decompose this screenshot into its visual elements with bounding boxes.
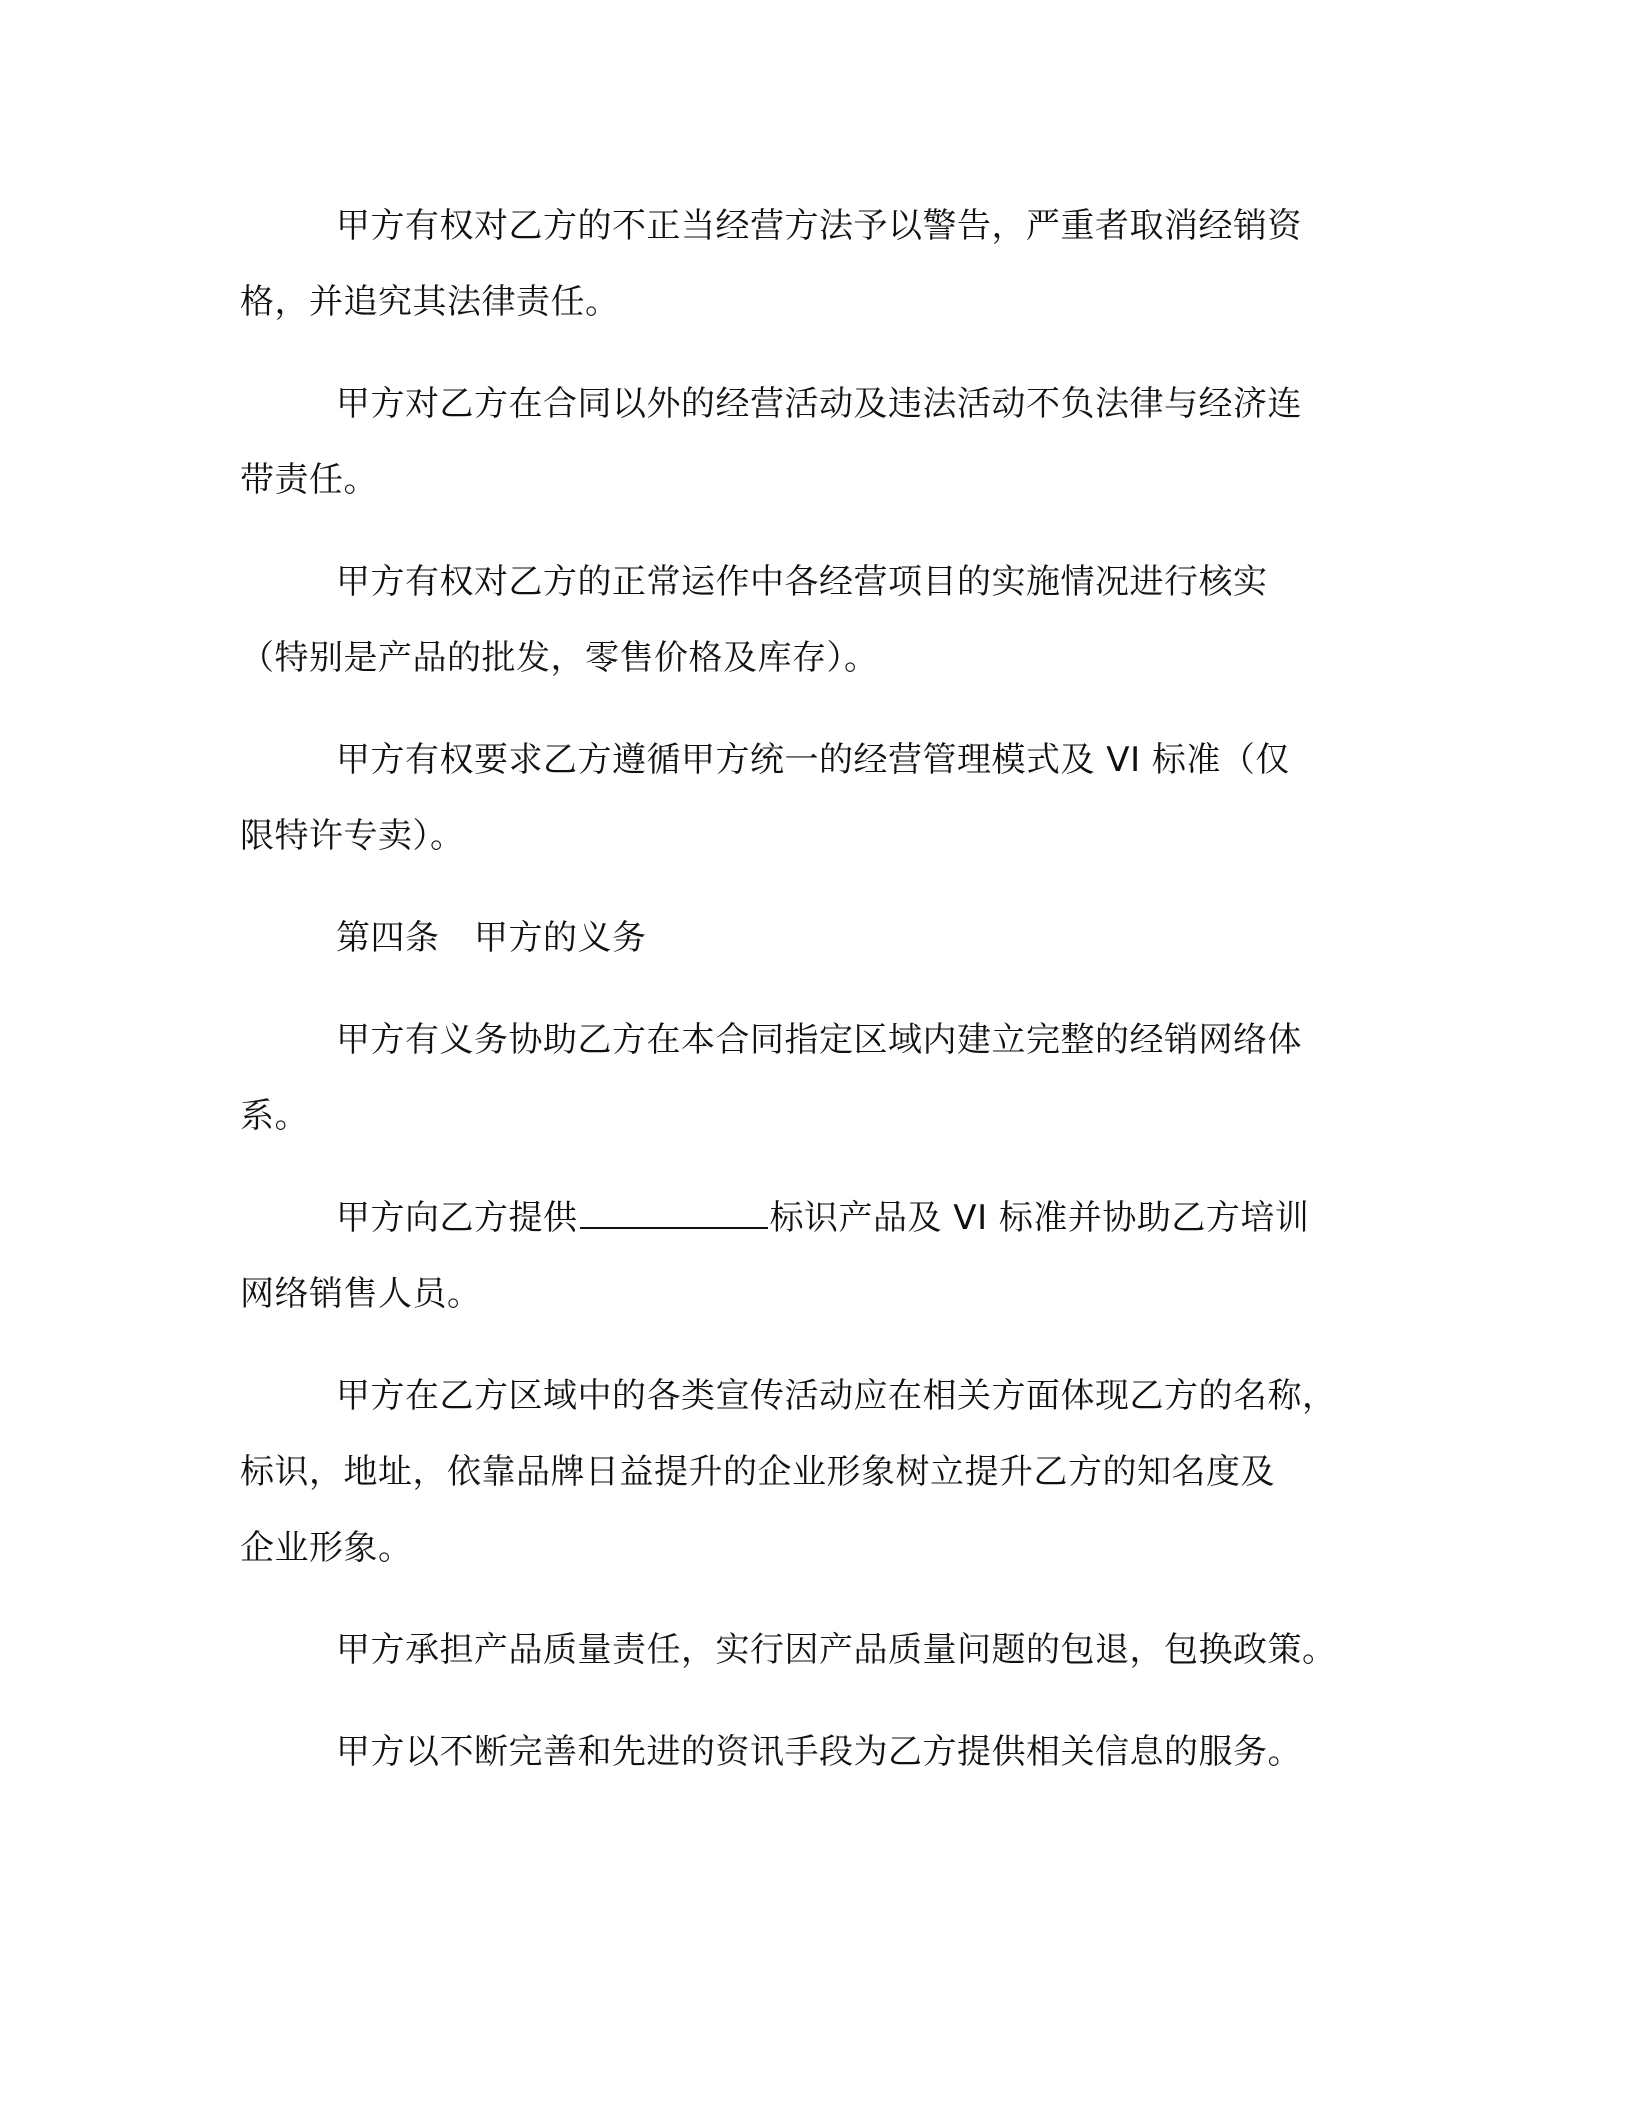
paragraph-quality-responsibility (240, 1612, 1415, 1688)
section-heading: 第四条 甲方的义务 (336, 918, 647, 958)
paragraph-vi-standard-rights (240, 722, 1415, 874)
paragraph-line: 格，并追究其法律责任。 (240, 282, 620, 322)
paragraph-no-liability (240, 366, 1415, 518)
paragraph-promotion (240, 1358, 1415, 1586)
text-before-blank: 甲方向乙方提供 (336, 1198, 578, 1238)
paragraph-line: 甲方有权对乙方的正常运作中各经营项目的实施情况进行核实 (336, 562, 1268, 602)
paragraph-line: 企业形象。 (240, 1528, 413, 1568)
paragraph-information-service (240, 1714, 1415, 1790)
section-heading-article-four (240, 900, 1415, 976)
paragraph-line: 甲方有权对乙方的不正当经营方法予以警告，严重者取消经销资 (336, 206, 1302, 246)
paragraph-line: 甲方对乙方在合同以外的经营活动及违法活动不负法律与经济连 (336, 384, 1302, 424)
paragraph-network-assistance (240, 1002, 1415, 1154)
paragraph-verification-rights (240, 544, 1415, 696)
text-after-blank: 标识产品及 VI 标准并协助乙方培训 (769, 1198, 1310, 1238)
fill-in-blank (580, 1197, 768, 1229)
paragraph-line (240, 1180, 1415, 1256)
paragraph-warning-rights (240, 188, 1415, 340)
paragraph-line: 带责任。 (240, 460, 378, 500)
paragraph-line: 限特许专卖）。 (240, 816, 465, 856)
paragraph-line: （特别是产品的批发，零售价格及库存）。 (240, 638, 879, 678)
paragraph-line: 甲方在乙方区域中的各类宣传活动应在相关方面体现乙方的名称， (336, 1376, 1337, 1416)
paragraph-provide-products (240, 1180, 1415, 1332)
paragraph-line: 网络销售人员。 (240, 1274, 482, 1314)
paragraph-line: 系。 (240, 1096, 309, 1136)
paragraph-line: 甲方以不断完善和先进的资讯手段为乙方提供相关信息的服务。 (336, 1732, 1302, 1772)
paragraph-line: 甲方有义务协助乙方在本合同指定区域内建立完整的经销网络体 (336, 1020, 1302, 1060)
paragraph-line: 甲方有权要求乙方遵循甲方统一的经营管理模式及 VI 标准（仅 (336, 740, 1290, 780)
document-body (240, 188, 1415, 1816)
paragraph-line: 标识，地址，依靠品牌日益提升的企业形象树立提升乙方的知名度及 (240, 1452, 1275, 1492)
paragraph-line: 甲方承担产品质量责任，实行因产品质量问题的包退，包换政策。 (336, 1630, 1337, 1670)
